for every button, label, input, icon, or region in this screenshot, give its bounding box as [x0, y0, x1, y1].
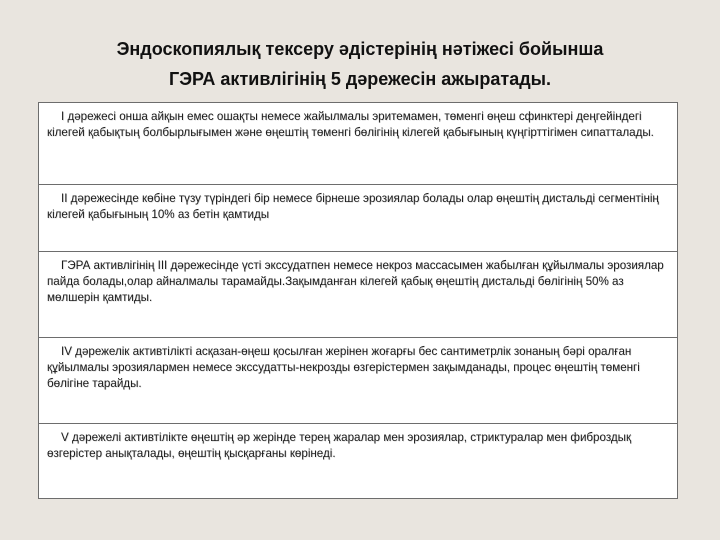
stage-row-4: IV дәрежелік активтілікті асқазан-өңеш қосылған жерінен жоғарғы бес сантиметрлік зонаның бәрі оралған құйылмалы эрозиялармен немесе экссудатты-некрозды өзгерістермен зақымданады, процес өңештің төменгі бөлігіне тарайды. — [39, 338, 677, 424]
slide-title — [0, 34, 720, 94]
stages-table — [38, 102, 678, 499]
stage-row-3: ГЭРА активлігінің III дәрежесінде үсті экссудатпен немесе некроз массасымен жабылған құйылмалы эрозиялар пайда болады,олар айналмалы тарамайды.Зақымданған кілегей қабық өңештің дистальді бөлігінің 50% аз мөлшерін қамтиды. — [39, 252, 677, 338]
slide-title-line-1: Эндоскопиялық тексеру әдістерінің нәтіжесі бойынша — [116, 39, 604, 59]
stage-row-2: II дәрежесінде көбіне түзу түріндегі бір немесе бірнеше эрозиялар болады олар өңештің дистальді сегментінің кілегей қабығының 10% аз бетін қамтиды — [39, 185, 677, 252]
stage-row-1: I дәрежесі онша айқын емес ошақты немесе жайылмалы эритемамен, төменгі өңеш сфинктері деңгейіндегі кілегей қабықтың болбырлығымен және өңештің төменгі бөлігінің кілегей қабығының күңгірттігімен сипатталады. — [39, 103, 677, 185]
slide-title-line-2: ГЭРА активлігінің 5 дәрежесін ажыратады. — [168, 69, 552, 89]
stage-row-5: V дәрежелі активтілікте өңештің әр жерінде терең жаралар мен эрозиялар, стриктуралар мен фиброздық өзгерістер анықталады, өңештің қысқарғаны көрінеді. — [47, 431, 632, 460]
